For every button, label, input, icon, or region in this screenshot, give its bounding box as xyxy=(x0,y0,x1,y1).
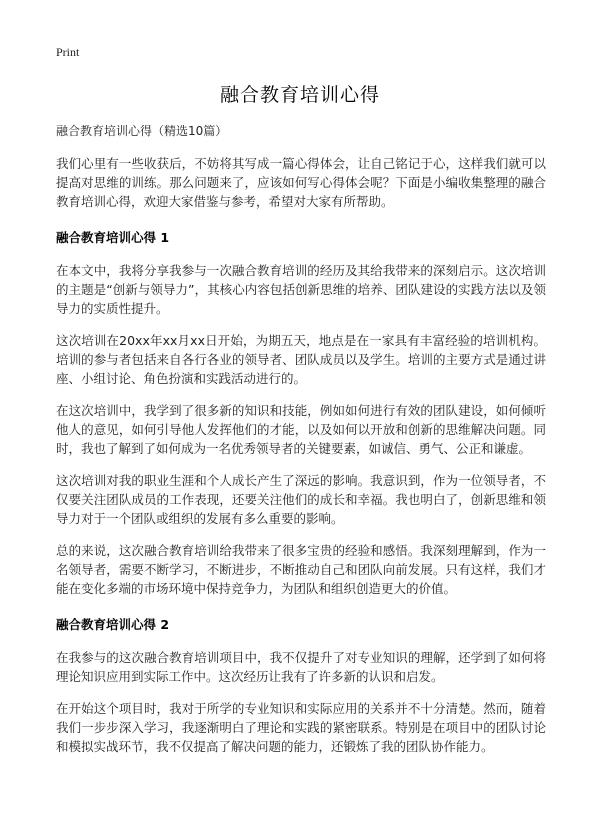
section-1-paragraph-5: 总的来说，这次融合教育培训给我带来了很多宝贵的经验和感悟。我深刻理解到，作为一名领导者，需要不断学习，不断进步，不断推动自己和团队向前发展。只有这样，我们才能在变化多端的市场环境中保持竞争力，为团队和组织创造更大的价值。 xyxy=(56,543,546,596)
intro-paragraph: 我们心里有一些收获后，不妨将其写成一篇心得体会，让自己铭记于心，这样我们就可以提高对思维的训练。那么问题来了，应该如何写心得体会呢？下面是小编收集整理的融合教育培训心得，欢迎大家借鉴与参考，希望对大家有所帮助。 xyxy=(56,156,546,209)
section-1-paragraph-3: 在这次培训中，我学到了很多新的知识和技能，例如如何进行有效的团队建设，如何倾听他人的意见，如何引导他人发挥他们的才能，以及如何以开放和创新的思维解决问题。同时，我也了解到了如何成为一名优秀领导者的关键要素，如诚信、勇气、公正和谦虚。 xyxy=(56,403,546,456)
document-subtitle: 融合教育培训心得（精选10篇） xyxy=(56,124,228,138)
section-1-paragraph-2: 这次培训在20xx年xx月xx日开始，为期五天，地点是在一家具有丰富经验的培训机构。培训的参与者包括来自各行各业的领导者、团队成员以及学生。培训的主要方式是通过讲座、小组讨论、角色扮演和实践活动进行的。 xyxy=(56,333,546,386)
print-link[interactable]: Print xyxy=(56,45,80,59)
section-2-heading: 融合教育培训心得 2 xyxy=(56,617,170,632)
document-body xyxy=(56,122,546,769)
section-1-heading: 融合教育培训心得 1 xyxy=(56,230,170,245)
section-1-paragraph-4: 这次培训对我的职业生涯和个人成长产生了深远的影响。我意识到，作为一位领导者，不仅要关注团队成员的工作表现，还要关注他们的成长和幸福。我也明白了，创新思维和领导力对于一个团队或组织的发展有多么重要的影响。 xyxy=(56,473,546,526)
section-1-paragraph-1: 在本文中，我将分享我参与一次融合教育培训的经历及其给我带来的深刻启示。这次培训的主题是“创新与领导力”，其核心内容包括创新思维的培养、团队建设的实践方法以及领导力的实质性提升。 xyxy=(56,263,546,316)
section-2-paragraph-2: 在开始这个项目时，我对于所学的专业知识和实际应用的关系并不十分清楚。然而，随着我们一步步深入学习，我逐渐明白了理论和实践的紧密联系。特别是在项目中的团队讨论和模拟实战环节，我不仅提高了解决问题的能力，还锻炼了我的团队协作能力。 xyxy=(56,701,546,754)
document-title: 融合教育培训心得 xyxy=(219,84,380,106)
section-2-paragraph-1: 在我参与的这次融合教育培训项目中，我不仅提升了对专业知识的理解，还学到了如何将理论知识应用到实际工作中。这次经历让我有了许多新的认识和启发。 xyxy=(56,650,546,684)
